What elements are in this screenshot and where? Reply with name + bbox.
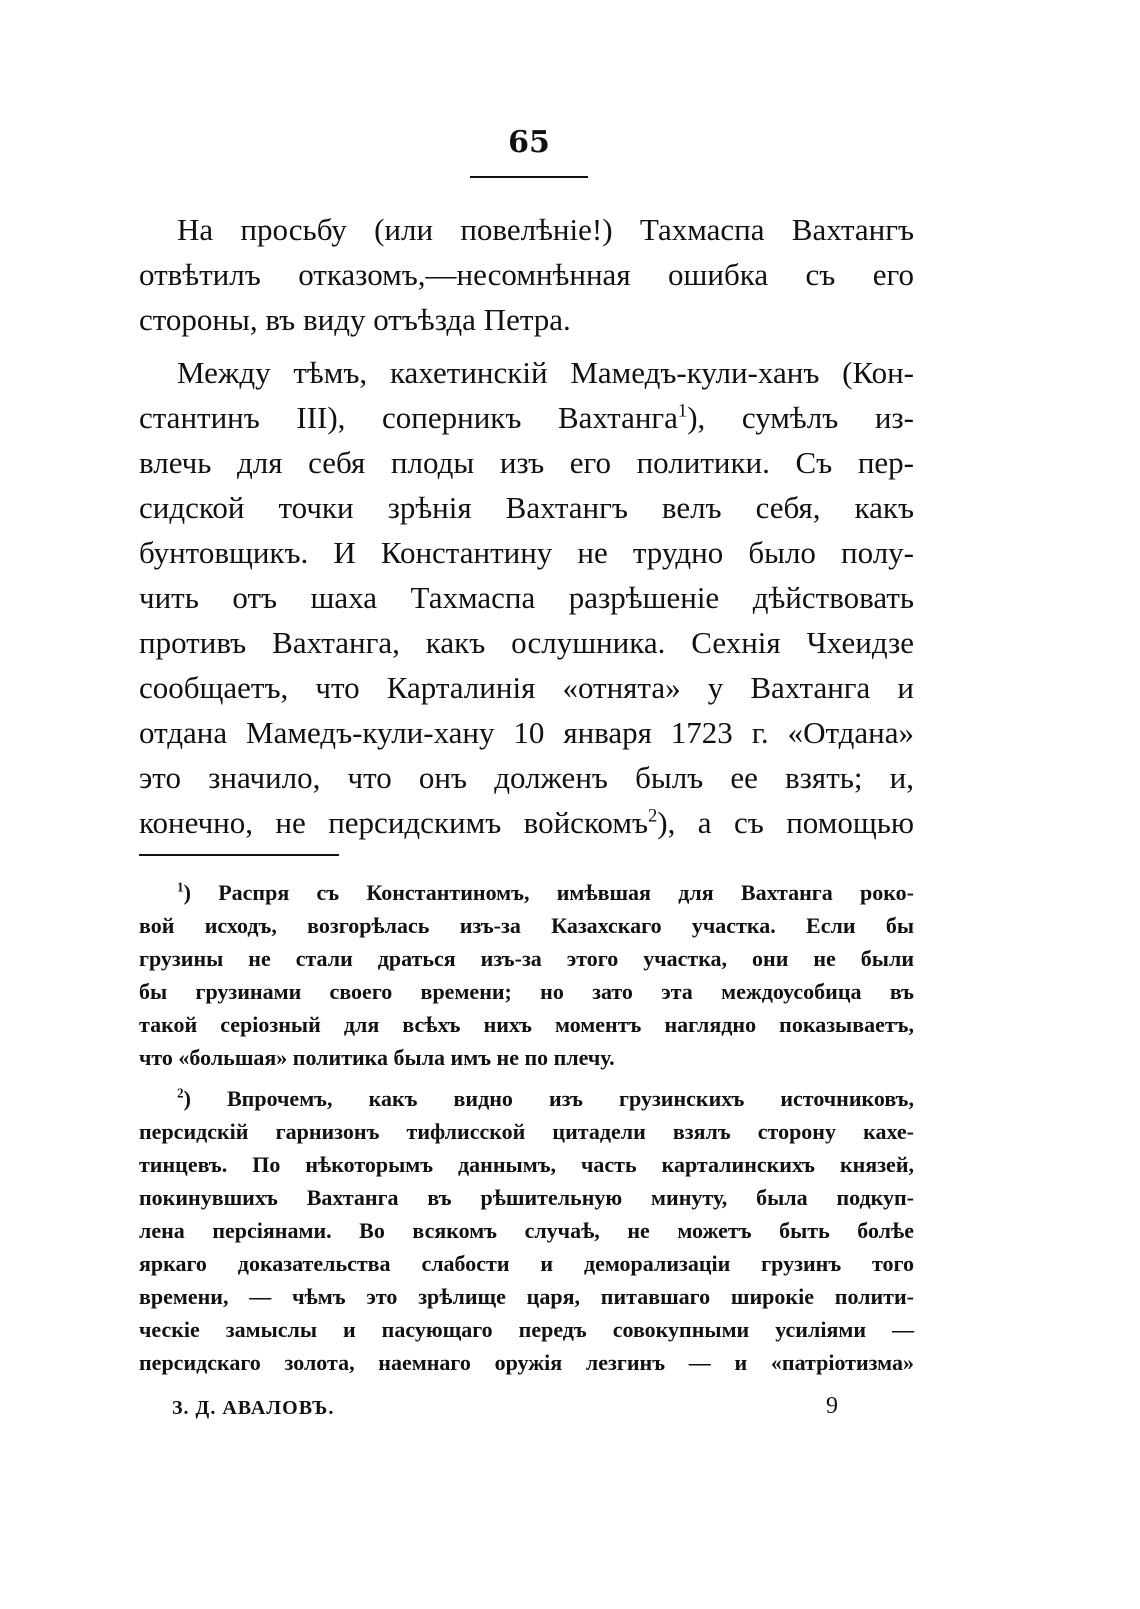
footnote-ref-1: 1 <box>677 400 688 422</box>
text-segment: стантинъ III), соперникъ Вахтанга <box>139 400 678 435</box>
text-line: отдана Мамедъ-кули-хану 10 января 1723 г. «Отдана» <box>139 715 914 750</box>
text-segment: ), а съ помощью <box>657 805 914 840</box>
footnote-marker: 2 <box>177 1085 184 1101</box>
page-number-rule <box>470 176 588 178</box>
text-line: влечь для себя плоды изъ его политики. Съ пер- <box>139 445 914 480</box>
paragraph-1 <box>139 207 914 342</box>
text-line: сидской точки зрѣнія Вахтангъ велъ себя, какъ <box>139 490 914 525</box>
footnote-line: бы грузинами своего времени; но зато эта междоусобица въ <box>139 979 914 1004</box>
text-line <box>139 800 914 845</box>
footnote-line: вой исходъ, возгорѣлась изъ-за Казахскаго участка. Если бы <box>139 913 914 938</box>
footnote-line: персидскаго золота, наемнаго оружія лезгинъ — и «патріотизма» <box>139 1350 914 1375</box>
footnote-line: лена персіянами. Во всякомъ случаѣ, не можетъ быть болѣе <box>139 1218 914 1243</box>
text-segment: ) Впрочемъ, какъ видно изъ грузинскихъ источниковъ, <box>183 1086 914 1111</box>
paragraph-2 <box>139 350 914 845</box>
footnote-line: персидскій гарнизонъ тифлисской цитадели взялъ сторону кахе- <box>139 1119 914 1144</box>
text-line <box>139 395 914 440</box>
footnote-line: времени, — чѣмъ это зрѣлище царя, питавшаго широкіе полити- <box>139 1284 914 1309</box>
footnote-line: такой серіозный для всѣхъ нихъ моментъ наглядно показываетъ, <box>139 1012 914 1037</box>
footnote-line: покинувшихъ Вахтанга въ рѣшительную минуту, была подкуп- <box>139 1185 914 1210</box>
footnotes <box>139 876 914 1387</box>
footnote-2 <box>139 1082 914 1379</box>
text-line: На просьбу (или повелѣніе!) Тахмаспа Вахтангъ <box>177 212 914 247</box>
footnote-line: ческіе замыслы и пасующаго передъ совокупными усиліями — <box>139 1317 914 1342</box>
text-line: Между тѣмъ, кахетинскій Мамедъ-кули-ханъ (Кон- <box>177 355 914 390</box>
text-line: сообщаетъ, что Карталинія «отнята» у Вахтанга и <box>139 670 914 705</box>
text-line: чить отъ шаха Тахмаспа разрѣшеніе дѣйствовать <box>139 580 914 615</box>
text-line: отвѣтилъ отказомъ,—несомнѣнная ошибка съ его <box>139 257 914 292</box>
text-line: бунтовщикъ. И Константину не трудно было полу- <box>139 535 914 570</box>
footnote-rule <box>139 854 339 856</box>
footnote-marker: 1 <box>177 879 184 895</box>
footnote-line: что «большая» политика была имъ не по плечу. <box>139 1045 615 1070</box>
page-number: 65 <box>508 125 550 160</box>
text-line: это значило, что онъ долженъ былъ ее взять; и, <box>139 760 914 795</box>
footnote-1 <box>139 876 914 1074</box>
main-text <box>139 207 914 853</box>
text-segment: ), сумѣлъ из- <box>687 400 914 435</box>
signature-author: З. Д. АВАЛОВЪ. <box>172 1397 335 1419</box>
text-segment: конечно, не персидскимъ войскомъ <box>139 805 648 840</box>
signature-number: 9 <box>826 1393 838 1419</box>
footnote-line <box>139 1082 914 1115</box>
footnote-line <box>139 876 914 909</box>
text-line: противъ Вахтанга, какъ ослушника. Сехнія Чхеидзе <box>139 625 914 660</box>
footnote-ref-2: 2 <box>648 805 658 827</box>
footnote-line: тинцевъ. По нѣкоторымъ даннымъ, часть карталинскихъ князей, <box>139 1152 914 1177</box>
text-line: стороны, въ виду отъѣзда Петра. <box>139 302 571 337</box>
footnote-line: грузины не стали драться изъ-за этого участка, они не были <box>139 946 914 971</box>
footnote-line: яркаго доказательства слабости и деморализаціи грузинъ того <box>139 1251 914 1276</box>
text-segment: ) Распря съ Константиномъ, имѣвшая для Вахтанга роко- <box>183 880 914 905</box>
